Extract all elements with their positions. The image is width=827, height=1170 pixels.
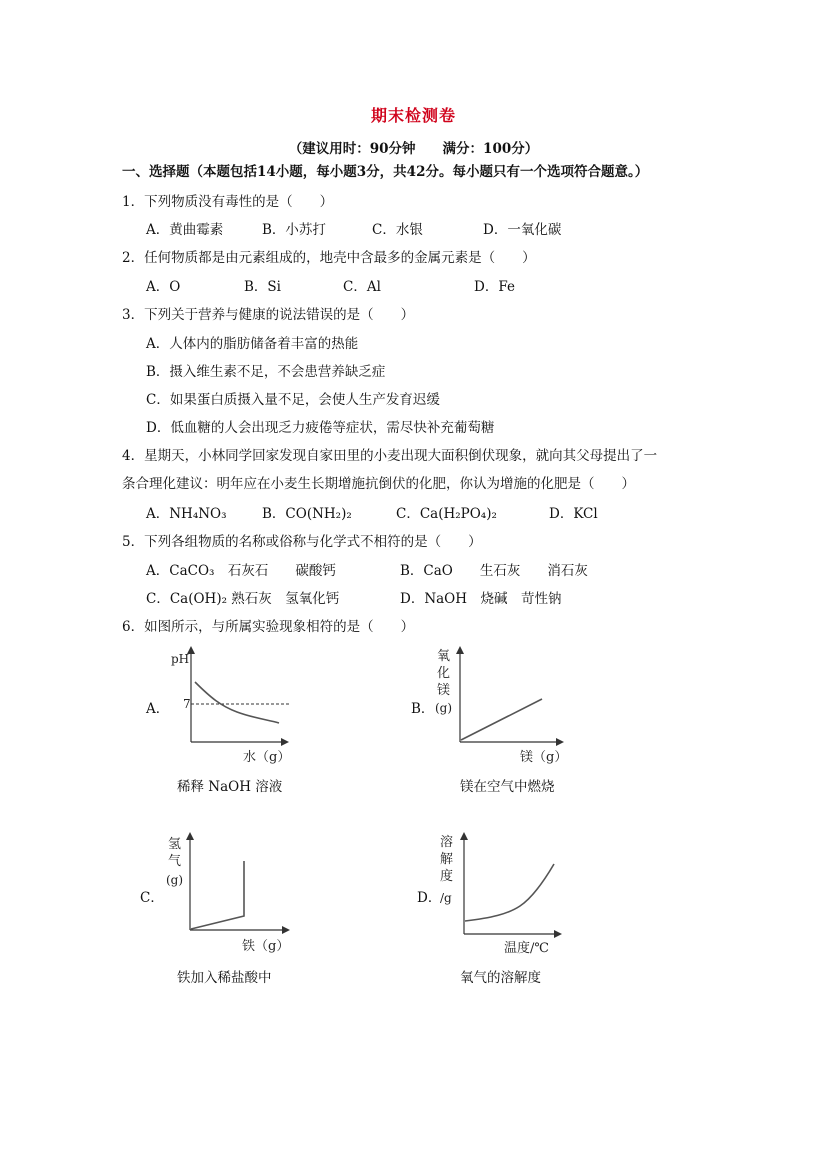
graph-b-letter[interactable]: B． [411, 701, 435, 717]
graph-c-curve [191, 861, 244, 929]
graph-b-y-label-2: 化 [437, 666, 451, 681]
exam-info: （建议用时：90分钟 满分：100分） [288, 141, 539, 157]
question-3-option-b[interactable]: B．摄入维生素不足，不会患营养缺乏症 [146, 364, 386, 380]
graph-b-y-arrow [456, 646, 464, 654]
page-title: 期末检测卷 [370, 106, 456, 125]
question-4-stem-line-2: 条合理化建议：明年应在小麦生长期增施抗倒伏的化肥，你认为增施的化肥是（ ） [122, 476, 635, 492]
question-1-option-b[interactable]: B．小苏打 [262, 222, 326, 238]
graph-d-caption: 氧气的溶解度 [460, 970, 541, 986]
question-3-option-d[interactable]: D．低血糖的人会出现乏力疲倦等症状，需尽快补充葡萄糖 [146, 420, 495, 436]
graph-d-x-arrow [554, 930, 562, 938]
question-2-stem: 2．任何物质都是由元素组成的，地壳中含最多的金属元素是（ ） [122, 250, 536, 266]
graph-a-x-label: 水（g） [243, 750, 291, 765]
question-4-option-a[interactable]: A．NH₄NO₃ [146, 506, 227, 522]
graph-d-curve [465, 864, 554, 921]
graph-b-magnesium-oxide [430, 640, 570, 770]
question-5-stem: 5．下列各组物质的名称或俗称与化学式不相符的是（ ） [122, 534, 482, 550]
question-6-stem: 6．如图所示，与所属实验现象相符的是（ ） [122, 619, 415, 635]
graph-d-x-label: 温度/℃ [504, 941, 549, 956]
graph-d-y-label-4: /g [440, 891, 452, 905]
graph-b-x-label: 镁（g） [520, 750, 568, 765]
question-3-option-c[interactable]: C．如果蛋白质摄入量不足，会使人生产发育迟缓 [146, 392, 440, 408]
graph-d-oxygen-solubility [436, 826, 571, 956]
graph-a-x-arrow [281, 738, 289, 746]
graph-d-letter[interactable]: D． [417, 890, 442, 906]
graph-d-y-label-1: 溶 [440, 835, 454, 850]
graph-a-letter[interactable]: A． [146, 701, 170, 717]
graph-c-letter[interactable]: C． [140, 890, 164, 906]
graph-c-hydrogen [162, 826, 297, 956]
graph-c-y-arrow [186, 832, 194, 840]
graph-b-curve [461, 699, 542, 740]
question-1-option-a[interactable]: A．黄曲霉素 [146, 222, 224, 238]
graph-b-caption: 镁在空气中燃烧 [460, 779, 555, 795]
question-1-option-c[interactable]: C．水银 [372, 222, 423, 238]
question-5-option-c[interactable]: C．Ca(OH)₂ 熟石灰 氢氧化钙 [146, 591, 340, 607]
question-2-option-b[interactable]: B．Si [244, 279, 281, 295]
graph-c-y-label-3: (g) [166, 873, 184, 887]
question-4-stem-line-1: 4．星期天，小林同学回家发现自家田里的小麦出现大面积倒伏现象，就向其父母提出了一 [122, 448, 658, 464]
question-3-option-a[interactable]: A．人体内的脂肪储备着丰富的热能 [146, 336, 359, 352]
graph-b-x-arrow [556, 738, 564, 746]
question-5-option-a[interactable]: A．CaCO₃ 石灰石 碳酸钙 [146, 563, 336, 579]
graph-b-y-label-4: (g) [435, 701, 453, 715]
graph-a-ph-dilution [165, 640, 295, 770]
graph-d-y-arrow [460, 832, 468, 840]
graph-d-y-label-2: 解 [440, 852, 454, 867]
question-2-option-a[interactable]: A．O [146, 279, 181, 295]
graph-c-x-arrow [282, 926, 290, 934]
question-1-option-d[interactable]: D．一氧化碳 [483, 222, 562, 238]
question-2-option-d[interactable]: D．Fe [474, 279, 515, 295]
question-3-stem: 3．下列关于营养与健康的说法错误的是（ ） [122, 307, 415, 323]
question-5-option-b[interactable]: B．CaO 生石灰 消石灰 [400, 563, 588, 579]
graph-a-ref-label: 7 [183, 697, 191, 711]
question-5-option-d[interactable]: D．NaOH 烧碱 苛性钠 [400, 591, 562, 607]
question-2-option-c[interactable]: C．Al [343, 279, 381, 295]
graph-c-caption: 铁加入稀盐酸中 [177, 970, 272, 986]
graph-b-y-label-3: 镁 [437, 683, 451, 698]
graph-d-y-label-3: 度 [440, 869, 454, 884]
graph-a-caption: 稀释 NaOH 溶液 [177, 779, 283, 795]
graph-b-y-label-1: 氧 [437, 649, 451, 664]
section-heading: 一、选择题（本题包括14小题，每小题3分，共42分。每小题只有一个选项符合题意。） [122, 164, 649, 180]
graph-c-x-label: 铁（g） [242, 939, 290, 954]
question-4-option-d[interactable]: D．KCl [549, 506, 598, 522]
graph-c-y-label-2: 气 [168, 854, 182, 869]
graph-a-y-label: pH [171, 652, 190, 666]
question-1-stem: 1．下列物质没有毒性的是（ ） [122, 194, 334, 210]
graph-a-curve [195, 682, 279, 723]
question-4-option-b[interactable]: B．CO(NH₂)₂ [262, 506, 352, 522]
graph-c-y-label-1: 氢 [168, 837, 182, 852]
question-4-option-c[interactable]: C．Ca(H₂PO₄)₂ [396, 506, 497, 522]
